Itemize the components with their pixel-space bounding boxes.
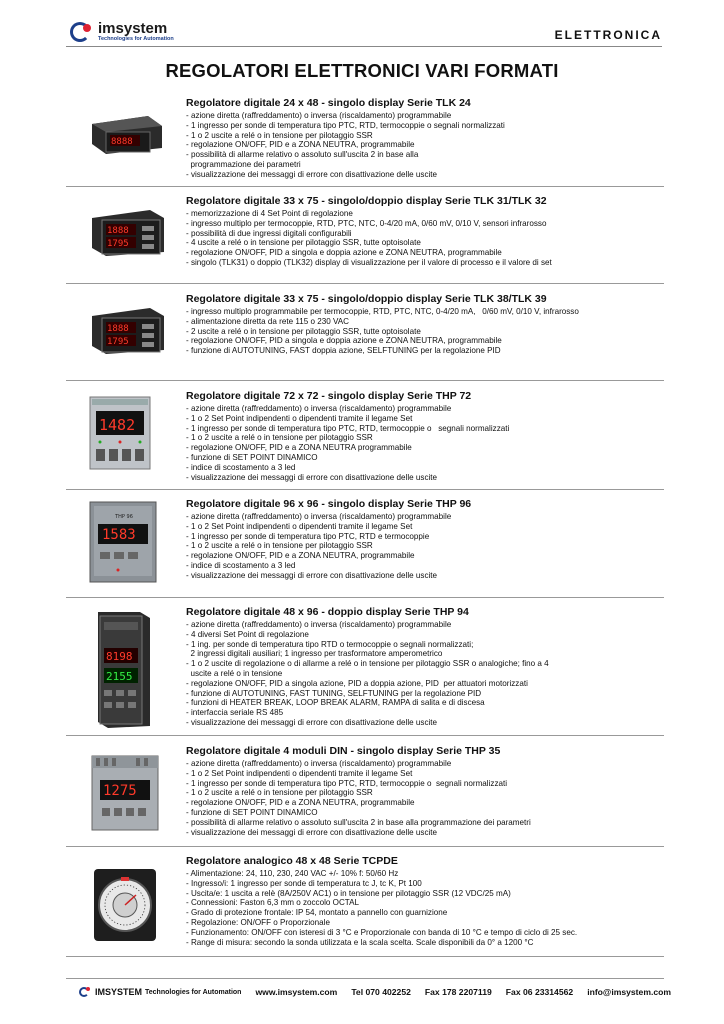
display-readout: 2155 [106,670,133,683]
footer-website[interactable]: www.imsystem.com [255,987,338,997]
product-title: Regolatore digitale 72 x 72 - singolo display Serie THP 72 [186,390,472,402]
footer-divider [66,978,664,979]
divider [66,380,664,381]
product-image [88,608,158,732]
product-features: - azione diretta (raffreddamento) o inversa (riscaldamento) programmabile - 4 diversi Set Point di regolazione - 1 ing. per sonde di temperatura tipo RTD o termocoppie o segnali normalizzati; 2 ingressi digitali ausiliari; 1 ingresso per trasformatore amperometrico - 1 o 2 uscite di regolazione o di allarme a relé o in tensione per pilotaggio SSR o analogiche; fino a 4 uscite a relé o in tensione - regolazione ON/OFF, PID a singola azione, PID a doppia azione, PID per attuatori motorizzati - funzione di AUTOTUNING, FAST TUNING, SELFTUNING per la regolazione PID - funzioni di HEATER BREAK, LOOP BREAK ALARM, RAMPA di salita e di discesa - interfaccia seriale RS 485 - visualizzazione dei messaggi di errore con disattivazione delle uscite [186,620,549,727]
display-readout: 1888 [107,226,129,236]
product-features: - memorizzazione di 4 Set Point di regolazione - ingresso multiplo per termocoppie, RTD, PTC, NTC, 0-4/20 mA, 0/60 mV, 0/10 V, sensori infrarosso - possibilità di due ingressi digitali configurabili - 4 uscite a relé o in tensione per pilotaggio SSR, tutte optoisolate - regolazione ON/OFF, PID a singola e doppia azione e ZONA NEUTRA, programmabile - singolo (TLK31) o doppio (TLK32) display di visualizzazione per il valore di processo e il valore di set [186,209,552,267]
product-image [88,208,166,258]
divider [66,283,664,284]
product-features: - azione diretta (raffreddamento) o inversa (riscaldamento) programmabile - 1 o 2 Set Point indipendenti o dipendenti tramite il legame Set - 1 ingresso per sonde di temperatura tipo PTC, RTD, termocoppie o segnali normalizzati - 1 o 2 uscite a relé o in tensione per pilotaggio SSR - regolazione ON/OFF, PID e a ZONA NEUTRA programmabile - funzione di SET POINT DINAMICO - indice di scostamento a 3 led - visualizzazione dei messaggi di errore con disattivazione delle uscite [186,404,510,482]
logo-name: imsystem [98,20,168,38]
product-features: - Alimentazione: 24, 110, 230, 240 VAC +/- 10% f: 50/60 Hz - Ingresso/i: 1 ingresso per sonde di temperatura tc J, tc K, Pt 100 - Uscita/e: 1 uscita a relè (8A/250V AC1) o in tensione per pilotaggio SSR (12 VDC/25 mA) - Connessioni: Faston 6,3 mm o zoccolo OCTAL - Grado di protezione frontale: IP 54, montato a pannello con guarnizione - Regolazione: ON/OFF o Proporzionale - Funzionamento: ON/OFF con isteresi di 3 °C e Proporzionale con banda di 10 °C e tempo di ciclo di 25 sec. - Range di misura: secondo la sonda utilizzata e la scala scelta. Scale disponibili da 0° a 1200 °C [186,869,578,947]
display-readout: 1583 [102,527,136,543]
product-title: Regolatore digitale 96 x 96 - singolo display Serie THP 96 [186,498,472,510]
product-title: Regolatore digitale 48 x 96 - doppio display Serie THP 94 [186,606,469,618]
page-title: REGOLATORI ELETTRONICI VARI FORMATI [165,60,559,81]
section-label: ELETTRONICA [554,28,662,42]
display-readout: 8888 [111,137,133,147]
logo-icon [68,20,96,44]
product-features: - azione diretta (raffreddamento) o inversa (riscaldamento) programmabile - 1 o 2 Set Point indipendenti o dipendenti tramite il legame Set - 1 ingresso per sonde di temperatura tipo PTC, RTD, termocoppie o segnali normalizzati - 1 o 2 uscite a relé o in tensione per pilotaggio SSR - regolazione ON/OFF, PID e a ZONA NEUTRA, programmabile - funzione di SET POINT DINAMICO - possibilità di allarme relativo o assoluto sull'uscita 2 in base alla programmazione dei parametri - visualizzazione dei messaggi di errore con disattivazione delle uscite [186,759,531,837]
display-readout: 1795 [107,239,129,249]
product-title: Regolatore digitale 4 moduli DIN - singolo display Serie THP 35 [186,745,501,757]
product-image [88,112,166,156]
product-image [88,500,160,586]
product-title: Regolatore digitale 33 x 75 - singolo/doppio display Serie TLK 31/TLK 32 [186,195,547,207]
header-divider [66,46,662,47]
footer [78,986,671,998]
display-readout: 8198 [106,650,133,663]
divider [66,489,664,490]
product-image [88,306,166,356]
logo-icon [78,986,92,998]
model-label: THP 96 [115,514,133,520]
product-features: - azione diretta (raffreddamento) o inversa (riscaldamento) programmabile - 1 ingresso per sonde di temperatura tipo PTC, RTD, termocoppie o segnali normalizzati - 1 o 2 uscite a relé o in tensione per pilotaggio SSR - regolazione ON/OFF, PID e a ZONA NEUTRA, programmabile - possibilità di allarme relativo o assoluto sull'uscita 2 in base alla programmazione dei parametri - visualizzazione dei messaggi di errore con disattivazione delle uscite [186,111,505,179]
divider [66,846,664,847]
logo-tagline: Technologies for Automation [98,36,174,43]
footer-company: IMSYSTEM [95,987,143,997]
display-readout: 1275 [103,783,137,799]
display-readout: 1888 [107,324,129,334]
product-image [88,748,162,834]
company-logo [68,20,174,44]
divider [66,956,664,957]
footer-email[interactable]: info@imsystem.com [587,987,672,997]
product-features: - azione diretta (raffreddamento) o inversa (riscaldamento) programmabile - 1 o 2 Set Point indipendenti o dipendenti tramite il legame Set - 1 ingresso per sonde di temperatura tipo PTC, RTD e termocoppie - 1 o 2 uscite a relé o in tensione per pilotaggio SSR - regolazione ON/OFF, PID e a ZONA NEUTRA, programmabile - indice di scostamento a 3 led - visualizzazione dei messaggi di errore con disattivazione delle uscite [186,512,452,580]
product-features: - ingresso multiplo programmabile per termocoppie, RTD, PTC, NTC, 0-4/20 mA, 0/60 mV, 0/10 V, infrarosso - alimentazione diretta da rete 115 o 230 VAC - 2 uscite a relé o in tensione per pilotaggio SSR, tutte optoisolate - regolazione ON/OFF, PID a singola e doppia azione e ZONA NEUTRA, programmabile - funzione di AUTOTUNING, FAST doppia azione, SELFTUNING per la regolazione PID [186,307,579,356]
footer-fax2: Fax 06 23314562 [505,987,574,997]
divider [66,597,664,598]
footer-tel: Tel 070 402252 [351,987,411,997]
display-readout: 1482 [99,416,136,434]
product-title: Regolatore digitale 24 x 48 - singolo display Serie TLK 24 [186,97,471,109]
divider [66,735,664,736]
footer-fax1: Fax 178 2207119 [424,987,492,997]
product-title: Regolatore analogico 48 x 48 Serie TCPDE [186,855,398,867]
product-image [88,865,162,945]
divider [66,186,664,187]
footer-tagline: Technologies for Automation [145,988,242,996]
display-readout: 1795 [107,337,129,347]
product-image [88,395,154,473]
product-title: Regolatore digitale 33 x 75 - singolo/doppio display Serie TLK 38/TLK 39 [186,293,547,305]
